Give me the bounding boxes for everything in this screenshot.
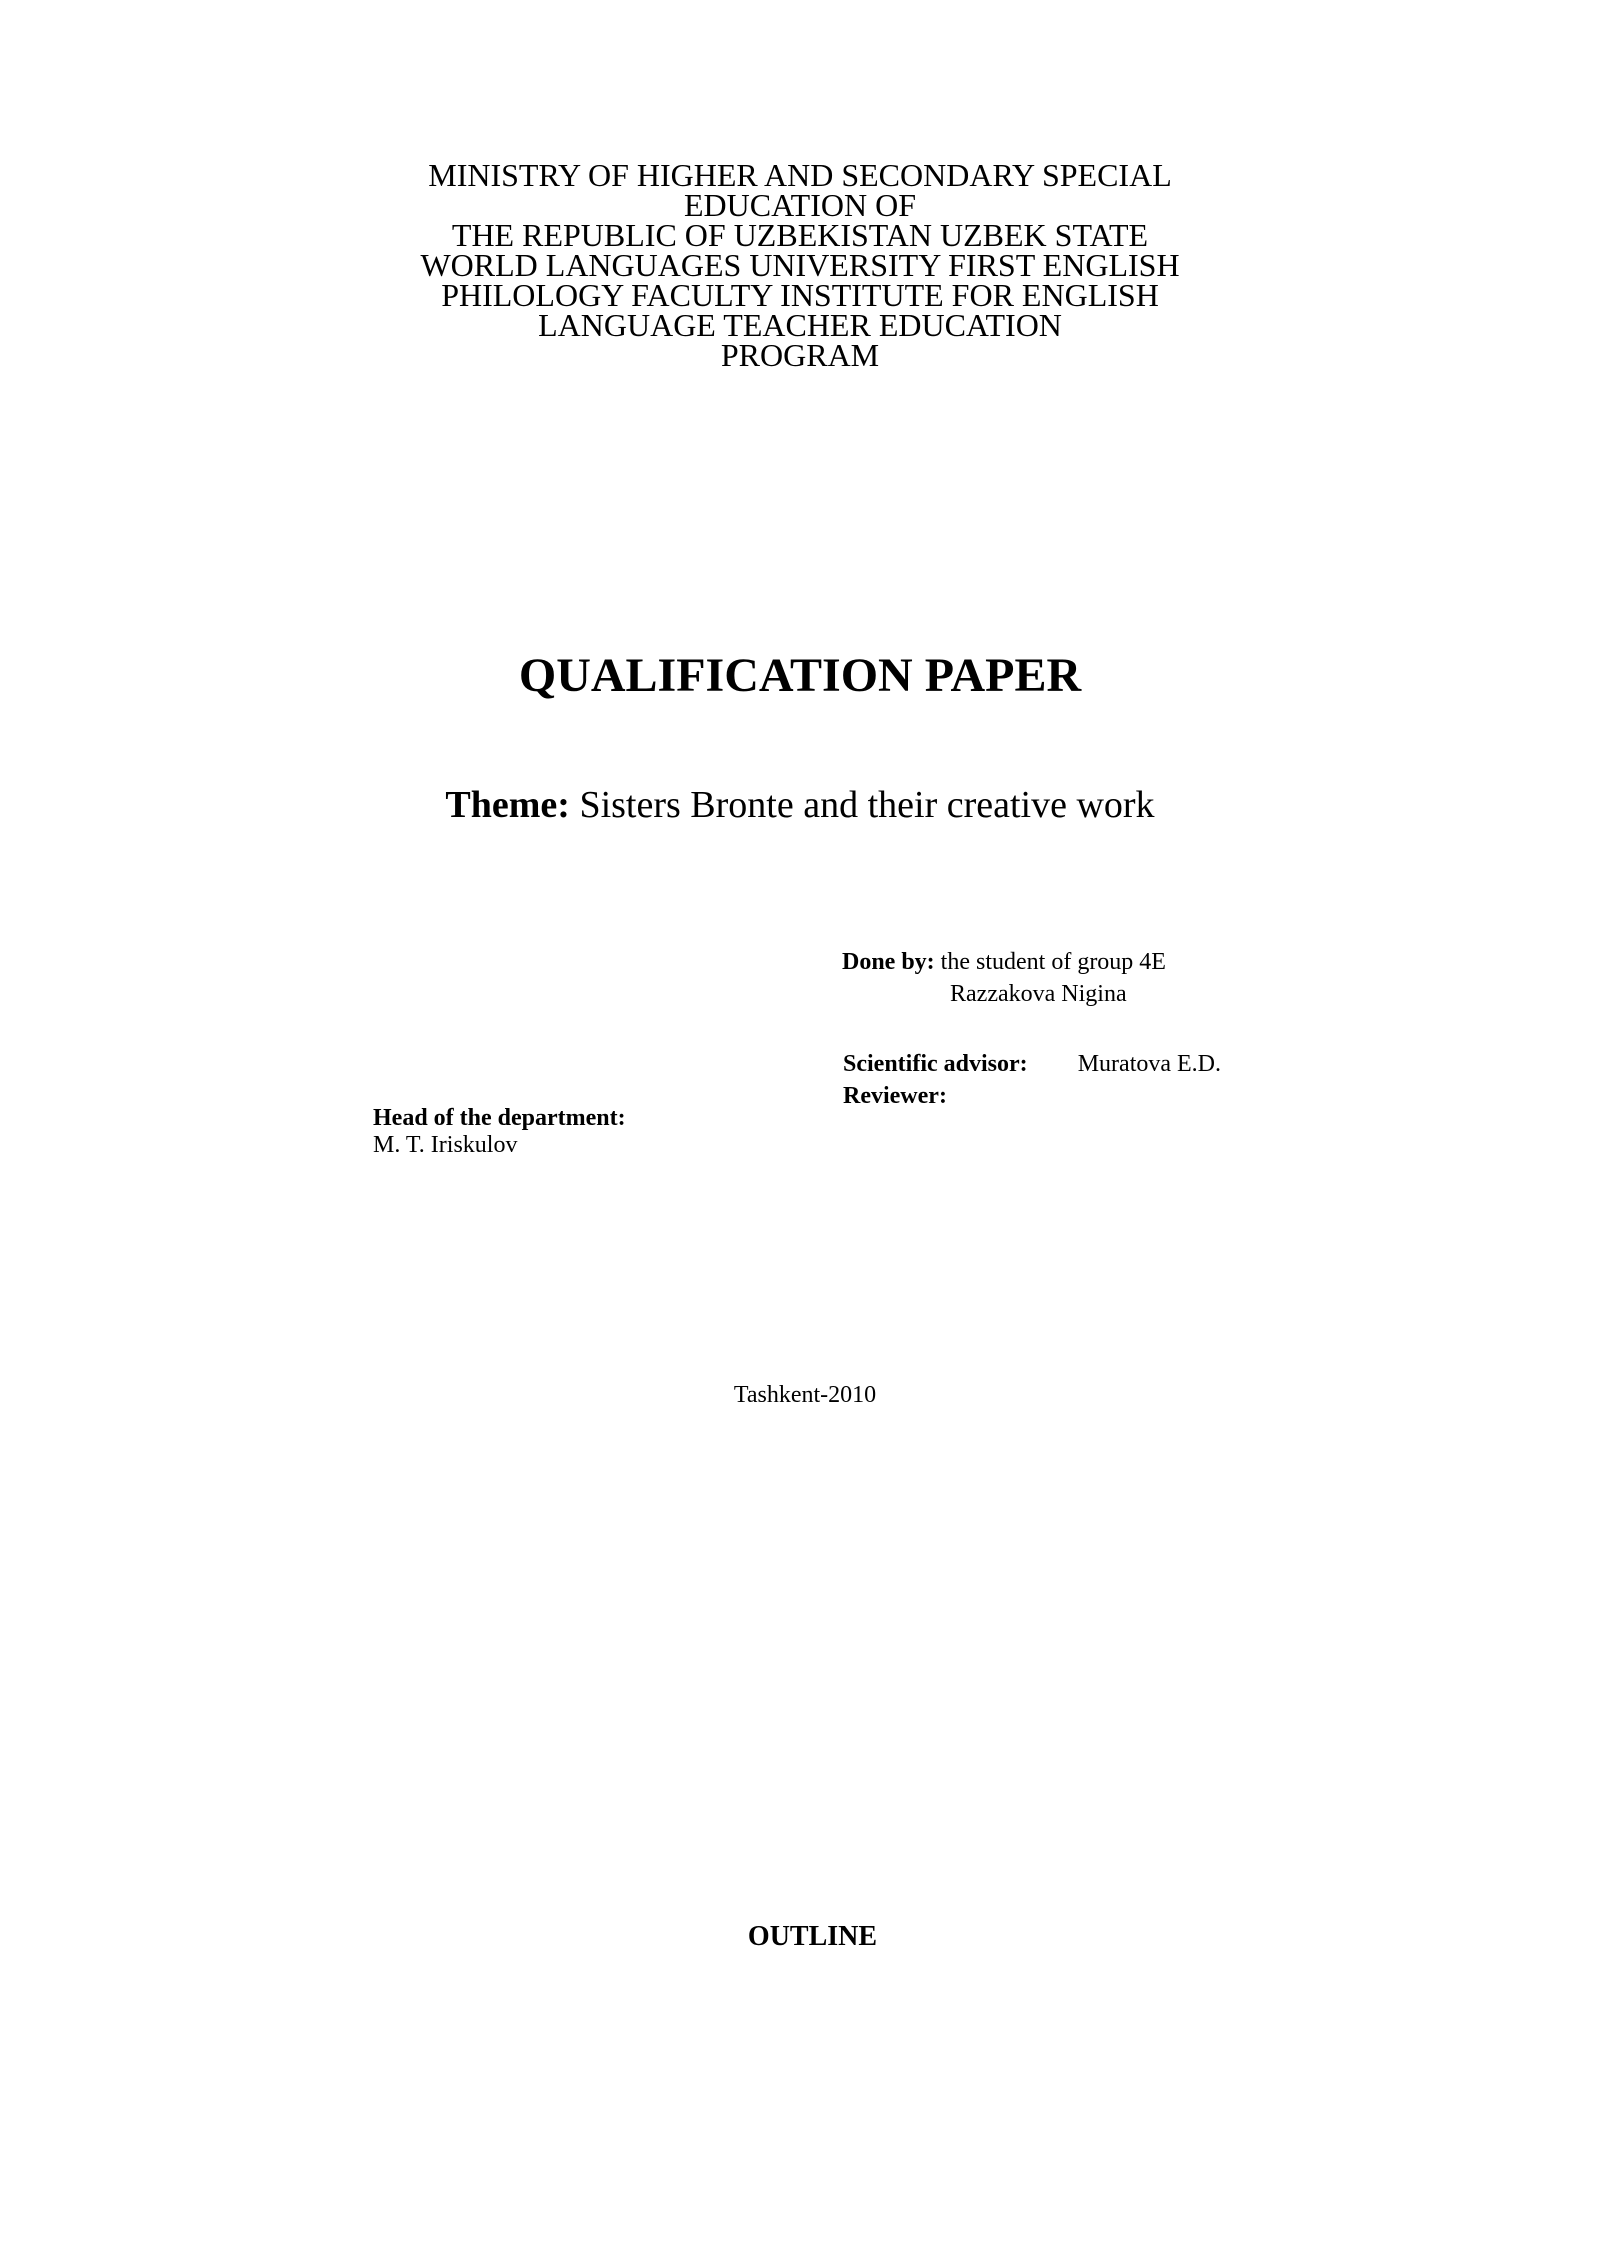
student-name: Razzakova Nigina [950,981,1127,1007]
theme-label: Theme: [445,784,570,826]
head-of-department-label: Head of the department: [373,1105,626,1131]
theme-line [300,782,1300,828]
done-by-line [842,946,1166,978]
ministry-header-line: EDUCATION OF [684,187,916,223]
advisor-name: Muratova E.D. [1077,1051,1221,1077]
done-by-block [842,946,1166,1010]
head-of-department-block [373,1105,626,1159]
advisor-label: Scientific advisor: [843,1051,1028,1077]
theme-value: Sisters Bronte and their creative work [579,784,1155,826]
ministry-header-line: THE REPUBLIC OF UZBEKISTAN UZBEK STATE [451,217,1149,253]
done-by-value: the student of group 4E [940,949,1166,975]
ministry-header-line: LANGUAGE TEACHER EDUCATION [538,307,1062,343]
ministry-header-line: PROGRAM [720,337,880,373]
advisor-line [843,1048,1221,1080]
reviewer-label: Reviewer: [843,1083,947,1109]
ministry-header [300,157,1300,373]
advisor-block [843,1048,1221,1112]
ministry-header-line: MINISTRY OF HIGHER AND SECONDARY SPECIAL [428,157,1172,193]
done-by-label: Done by: [842,949,935,975]
head-of-department-name: M. T. Iriskulov [373,1132,518,1158]
outline-heading: OUTLINE [747,1921,878,1952]
ministry-header-line: PHILOLOGY FACULTY INSTITUTE FOR ENGLISH [441,277,1159,313]
city-year: Tashkent-2010 [733,1382,877,1408]
ministry-header-line: WORLD LANGUAGES UNIVERSITY FIRST ENGLISH [420,247,1180,283]
paper-title: QUALIFICATION PAPER [518,649,1082,702]
